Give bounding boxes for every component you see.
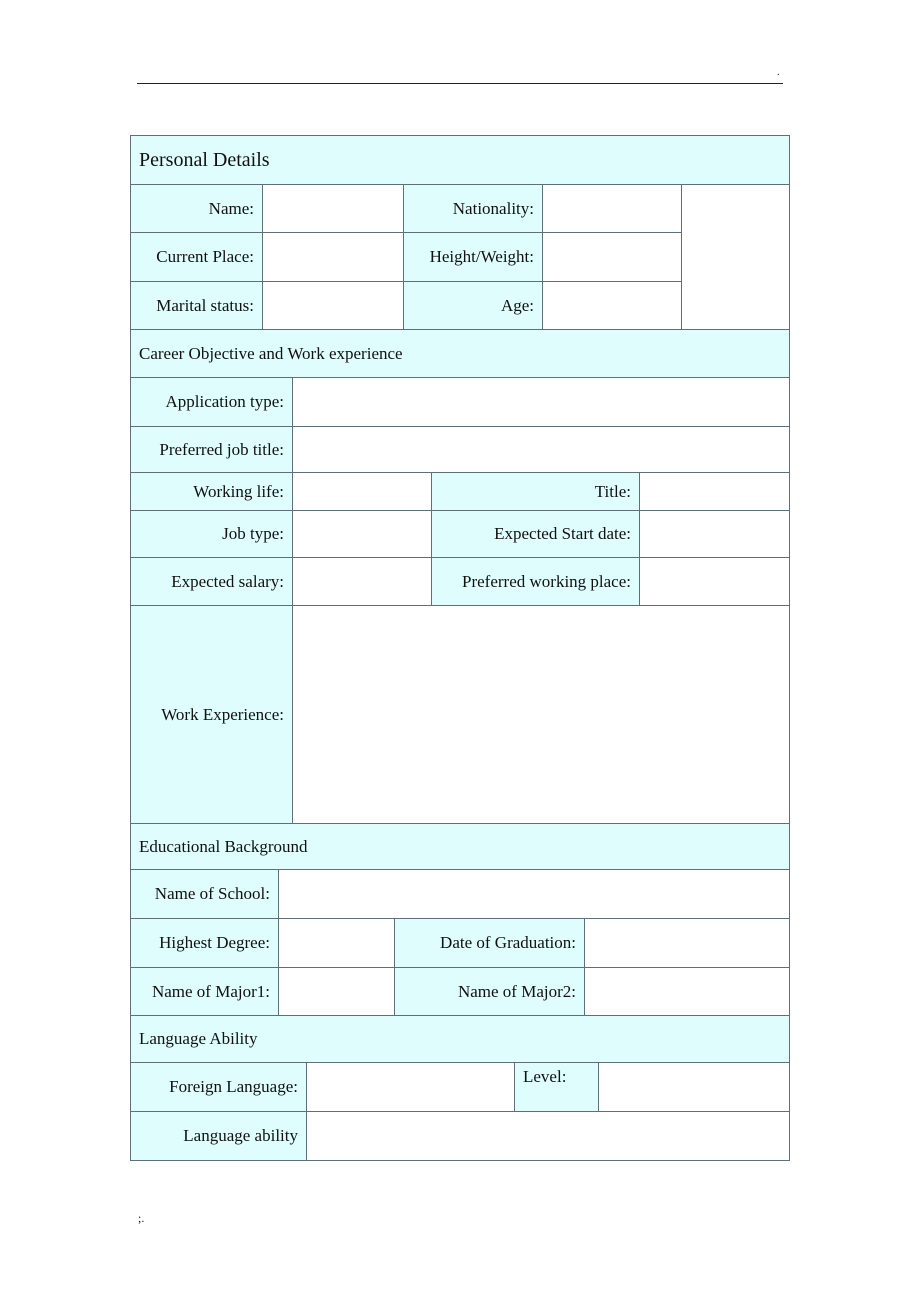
header-rule [137,83,783,84]
language-ability-heading: Language Ability [130,1015,790,1063]
header-mark: . [777,67,780,78]
preferred-job-title-label: Preferred job title: [130,426,293,473]
marital-status-field[interactable] [262,281,404,330]
preferred-working-place-label: Preferred working place: [431,557,640,606]
highest-degree-field[interactable] [278,918,395,968]
language-ability-field[interactable] [306,1111,790,1161]
application-type-label: Application type: [130,377,293,427]
expected-start-date-label: Expected Start date: [431,510,640,558]
name-label: Name: [130,184,263,233]
application-type-field[interactable] [292,377,790,427]
footer-mark: ;. [138,1211,145,1225]
career-objective-heading: Career Objective and Work experience [130,329,790,378]
foreign-language-label: Foreign Language: [130,1062,307,1112]
title-label: Title: [431,472,640,511]
job-type-field[interactable] [292,510,432,558]
nationality-label: Nationality: [403,184,543,233]
marital-status-label: Marital status: [130,281,263,330]
resume-form [130,135,790,1161]
title-field[interactable] [639,472,790,511]
major1-label: Name of Major1: [130,967,279,1016]
educational-background-heading: Educational Background [130,823,790,870]
preferred-working-place-field[interactable] [639,557,790,606]
working-life-label: Working life: [130,472,293,511]
school-name-field[interactable] [278,869,790,919]
job-type-label: Job type: [130,510,293,558]
graduation-date-field[interactable] [584,918,790,968]
personal-details-heading: Personal Details [130,135,790,185]
name-field[interactable] [262,184,404,233]
height-weight-field[interactable] [542,232,682,282]
major1-field[interactable] [278,967,395,1016]
current-place-label: Current Place: [130,232,263,282]
working-life-field[interactable] [292,472,432,511]
work-experience-label: Work Experience: [130,605,293,824]
language-ability-label: Language ability [130,1111,307,1161]
major2-label: Name of Major2: [394,967,585,1016]
school-name-label: Name of School: [130,869,279,919]
age-label: Age: [403,281,543,330]
graduation-date-label: Date of Graduation: [394,918,585,968]
foreign-language-field[interactable] [306,1062,515,1112]
age-field[interactable] [542,281,682,330]
preferred-job-title-field[interactable] [292,426,790,473]
level-field[interactable] [598,1062,790,1112]
height-weight-label: Height/Weight: [403,232,543,282]
expected-salary-field[interactable] [292,557,432,606]
work-experience-field[interactable] [292,605,790,824]
major2-field[interactable] [584,967,790,1016]
expected-start-date-field[interactable] [639,510,790,558]
level-label: Level: [514,1062,599,1112]
current-place-field[interactable] [262,232,404,282]
highest-degree-label: Highest Degree: [130,918,279,968]
photo-box[interactable] [681,184,790,330]
expected-salary-label: Expected salary: [130,557,293,606]
nationality-field[interactable] [542,184,682,233]
